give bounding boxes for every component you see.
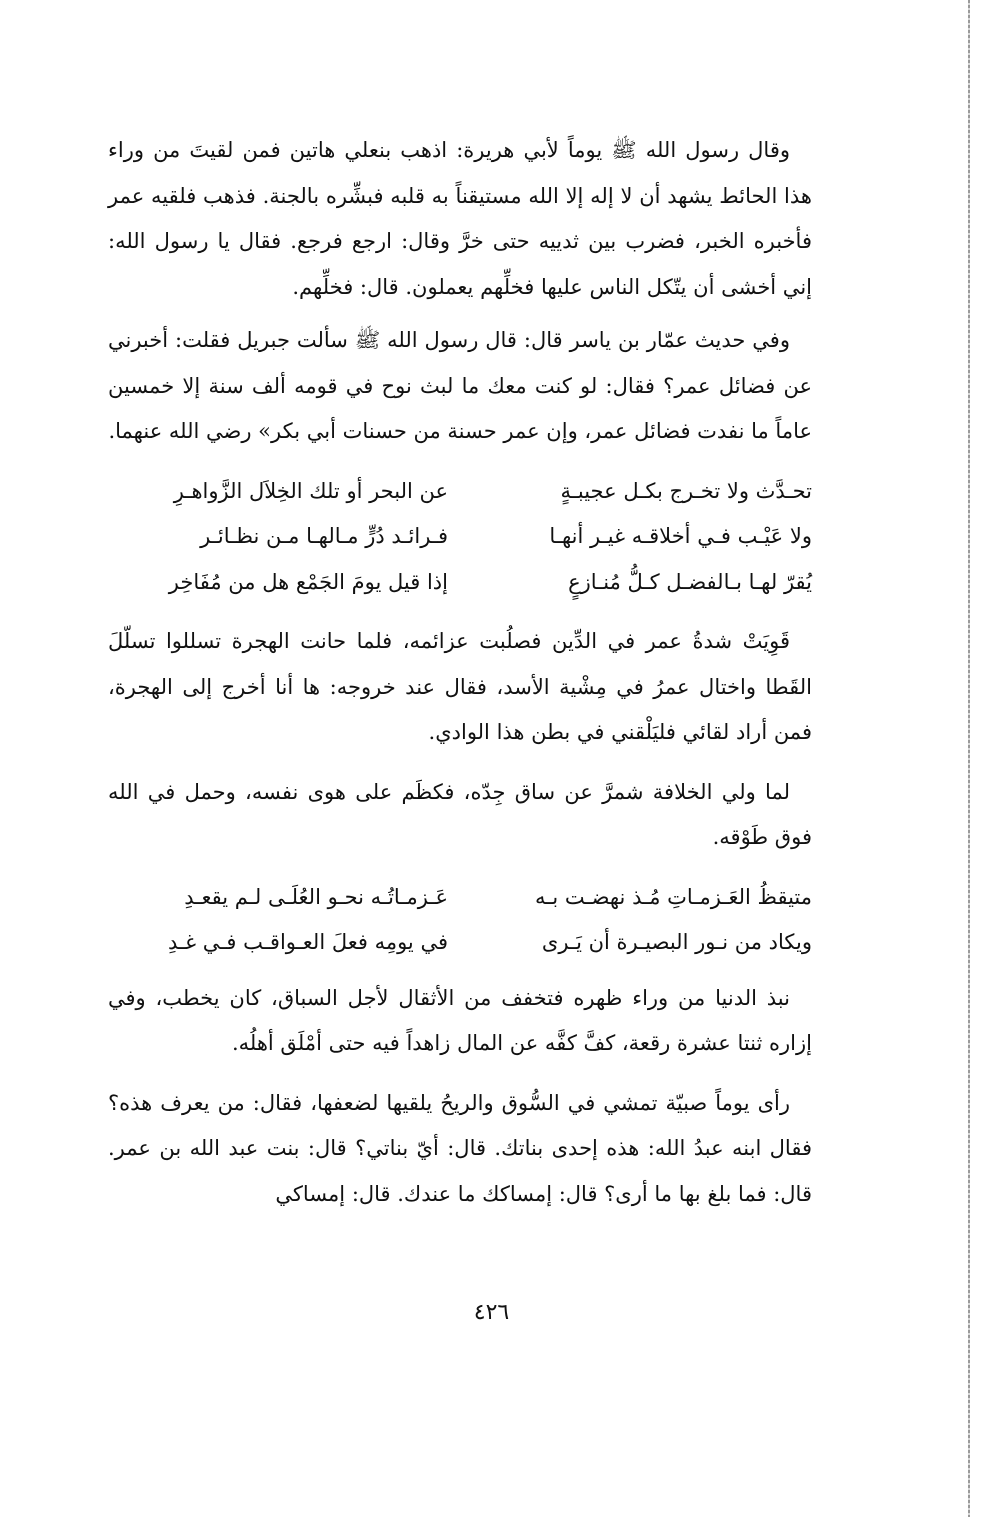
poem-verse <box>108 514 812 560</box>
poem-verse <box>108 875 812 921</box>
paragraph-hijra: قَوِيَتْ شدةُ عمر في الدِّين فصلُبت عزائمه، فلما حانت الهجرة تسللوا تسلّلَ القَطا واختال عمرُ في مِشْية الأسد، فقال عند خروجه: ها أنا أخرج إلى الهجرة، فمن أراد لقائي فليَلْقني في بطن هذا الوادي. <box>108 629 812 744</box>
page-edge-line <box>968 0 970 1517</box>
verse-first-hemistich: يُقرّ لهـا بـالفضـل كـلُّ مُنـازعٍ <box>568 569 812 594</box>
poem-second <box>108 875 812 966</box>
verse-second-hemistich: في يومِه فعلَ العـواقـب فـي غـدِ <box>167 930 448 954</box>
verse-second-hemistich: فـرائـد دُرٍّ مـالهـا مـن نظـائـر <box>200 524 448 548</box>
poem-first <box>108 469 812 606</box>
verse-first-hemistich: ويكاد من نـور البصيـرة أن يَـرى <box>541 930 812 954</box>
paragraph-ammar-hadith: وفي حديث عمّار بن ياسر قال: قال رسول الله ﷺ سألت جبريل فقلت: أخبرني عن فضائل عمر؟ فقال: لو كنت معك ما لبث نوح في قومه ألف سنة إلا خمسين عاماً ما نفدت فضائل عمر، وإن عمر حسنة من حسنات أبي بكر» رضي الله عنهما. <box>108 328 812 443</box>
verse-first-hemistich: متيقظُ العَـزمـاتِ مُـذ نهضـت بـه <box>534 884 812 909</box>
main-text-column <box>108 128 812 1217</box>
poem-verse <box>108 469 812 515</box>
paragraph-abu-huraira: وقال رسول الله ﷺ يوماً لأبي هريرة: اذهب بنعلي هاتين فمن لقيتَ من وراء هذا الحائط يشهد أن لا إله إلا الله مستيقناً به قلبه فبشِّره بالجنة. فذهب فلقيه عمر فأخبره الخبر، فضرب بين ثدييه حتى خرَّ وقال: ارجع فرجع. فقال يا رسول الله: إني أخشى أن يتّكل الناس عليها فخلِّهم يعملون. قال: فخلِّهم. <box>108 138 812 299</box>
page-number: ٤٢٦ <box>473 1300 510 1325</box>
verse-second-hemistich: إذا قيل يومَ الجَمْع هل من مُفَاخِر <box>168 569 448 594</box>
poem-verse <box>108 560 812 606</box>
verse-first-hemistich: ولا عَيْـب فـي أخلاقـه غيـر أنهـا <box>549 524 812 548</box>
verse-first-hemistich: تحـدَّث ولا تخـرج بكـل عجيبـةٍ <box>560 478 812 503</box>
paragraph-caliphate: لما ولي الخلافة شمرَّ عن ساق جِدّه، فكظَم على هوى نفسه، وحمل في الله فوق طَوْقه. <box>108 779 812 849</box>
poem-verse <box>108 920 812 966</box>
paragraph-asceticism: نبذ الدنيا من وراء ظهره فتخفف من الأثقال لأجل السباق، كان يخطب، وفي إزاره ثنتا عشرة رقعة، كفَّ كفَّه عن المال زاهداً فيه حتى أمْلَق أهلُه. <box>108 985 812 1055</box>
paragraph-daughter-story: رأى يوماً صبيّة تمشي في السُّوق والريحُ يلقيها لضعفها، فقال: من يعرف هذه؟ فقال ابنه عبدُ الله: هذه إحدى بناتك. قال: أيّ بناتي؟ قال: بنت عبد الله بن عمر. قال: فما بلغ بها ما أرى؟ قال: إمساكك ما عندك. قال: إمساكي <box>108 1090 812 1206</box>
verse-second-hemistich: عَـزمـاتُـه نحـو العُلَـى لـم يقعـدِ <box>184 884 448 909</box>
verse-second-hemistich: عن البحر أو تلك الخِلاَل الزَّواهـرِ <box>173 478 448 503</box>
